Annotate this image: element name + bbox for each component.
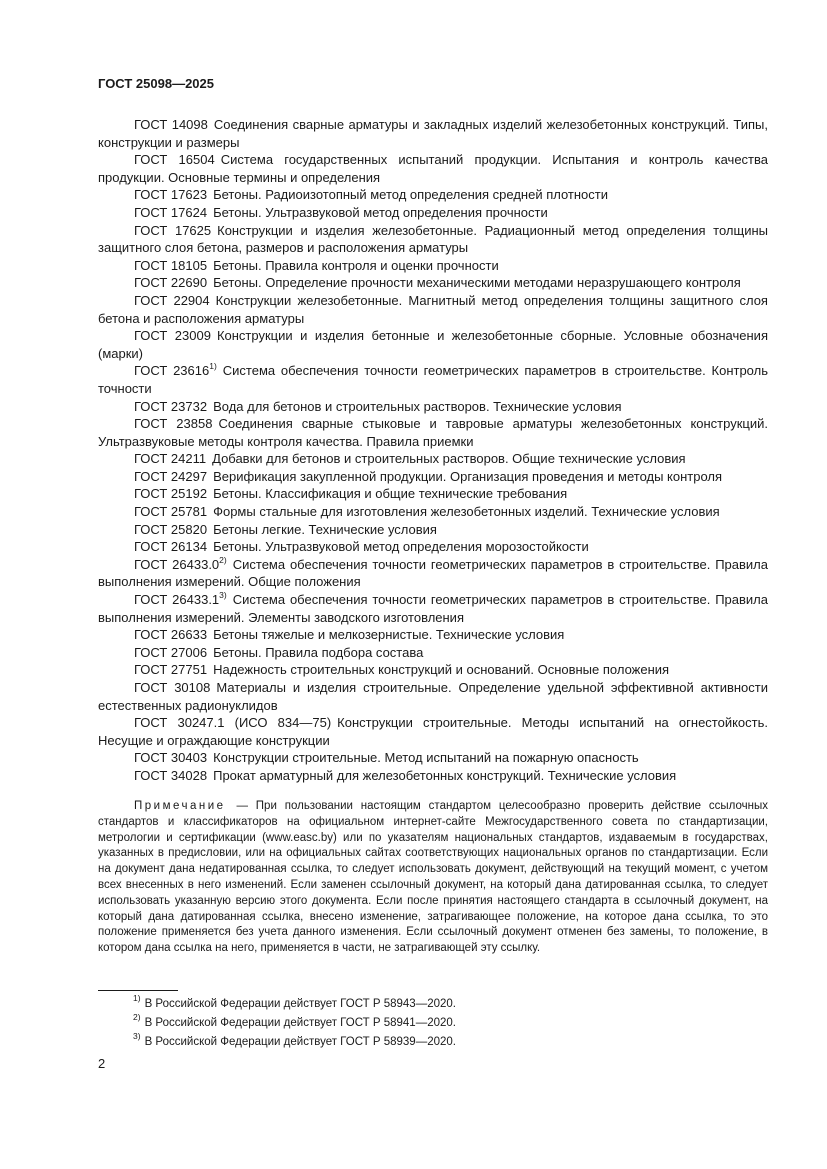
reference-code [134, 486, 207, 501]
reference-item [98, 661, 768, 679]
reference-code [134, 328, 211, 343]
reference-title: Бетоны тяжелые и мелкозернистые. Технические условия [213, 627, 565, 643]
normative-references-list [98, 116, 768, 785]
reference-item [98, 767, 768, 785]
note-label: Примечание [134, 800, 226, 812]
reference-code [134, 539, 207, 554]
footnote-text: В Российской Федерации действует ГОСТ Р 58939—2020. [144, 1036, 456, 1048]
reference-code-text: ГОСТ 25820 [134, 521, 208, 537]
reference-title: Вода для бетонов и строительных растворов. Технические условия [213, 398, 622, 414]
reference-code-text: ГОСТ 25781 [134, 504, 208, 520]
reference-code [134, 451, 206, 466]
reference-code-text: ГОСТ 16504 [134, 152, 215, 168]
footnote-item [133, 1014, 456, 1033]
reference-item [98, 591, 768, 626]
reference-code-text: ГОСТ 24297 [134, 468, 208, 484]
page-number: 2 [98, 1056, 106, 1071]
reference-code [134, 554, 227, 572]
footnotes-list [133, 995, 456, 1052]
reference-title: Бетоны легкие. Технические условия [213, 521, 437, 537]
note-paragraph [98, 799, 768, 957]
reference-item [98, 362, 768, 397]
reference-item [98, 714, 768, 749]
reference-title: Надежность строительных конструкций и оснований. Основные положения [213, 662, 670, 678]
reference-item [98, 257, 768, 275]
reference-code-text: ГОСТ 23616 [134, 363, 210, 379]
reference-code-text: ГОСТ 34028 [134, 767, 208, 783]
reference-code [134, 258, 207, 273]
reference-title: Прокат арматурный для железобетонных конструкций. Технические условия [213, 767, 677, 783]
reference-code [134, 223, 211, 238]
reference-item [98, 679, 768, 714]
reference-code [134, 680, 210, 695]
footnote-marker: 2) [219, 554, 227, 565]
reference-code [134, 187, 207, 202]
reference-item [98, 186, 768, 204]
reference-title: Верификация закупленной продукции. Организация проведения и методы контроля [213, 468, 723, 484]
reference-code [134, 152, 215, 167]
reference-title: Бетоны. Определение прочности механическими методами неразрушающего контроля [213, 275, 741, 291]
reference-code-text: ГОСТ 14098 [134, 117, 208, 132]
reference-code [134, 522, 207, 537]
reference-code-text: ГОСТ 17625 [134, 222, 212, 238]
document-header-title: ГОСТ 25098—2025 [98, 76, 214, 91]
reference-code [134, 469, 207, 484]
reference-code [134, 645, 207, 660]
reference-item [98, 204, 768, 222]
reference-title: Конструкции и изделия бетонные и железобетонные сборные. Условные обозначения (марки) [98, 328, 768, 361]
footnote-text: В Российской Федерации действует ГОСТ Р 58943—2020. [144, 998, 456, 1010]
footnote-marker: 3) [219, 590, 227, 601]
reference-item [98, 116, 768, 151]
reference-code-text: ГОСТ 23732 [134, 398, 208, 414]
footnote-marker: 1) [209, 361, 217, 372]
reference-code [134, 275, 207, 290]
footnote-mark: 1) [133, 993, 141, 1003]
reference-code [134, 205, 207, 220]
reference-item [98, 503, 768, 521]
reference-item [98, 485, 768, 503]
reference-title: Конструкции строительные. Методы испытаний на огнестойкость. Несущие и ограждающие конструкции [98, 715, 768, 748]
reference-code [134, 117, 208, 132]
reference-item [98, 222, 768, 257]
reference-title: Бетоны. Классификация и общие технические требования [213, 486, 568, 502]
reference-code-text: ГОСТ 27751 [134, 662, 208, 678]
reference-code-text: ГОСТ 23858 [134, 416, 213, 432]
reference-item [98, 538, 768, 556]
reference-code [134, 504, 207, 519]
footnote-separator [98, 990, 178, 991]
reference-code-text: ГОСТ 18105 [134, 257, 208, 273]
reference-code-text: ГОСТ 17624 [134, 204, 208, 220]
reference-item [98, 521, 768, 539]
reference-title: Добавки для бетонов и строительных растворов. Общие технические условия [212, 451, 686, 467]
reference-code [134, 416, 212, 431]
reference-code [134, 592, 227, 607]
reference-code-text: ГОСТ 26433.1 [134, 592, 220, 608]
reference-item [98, 415, 768, 450]
reference-code-text: ГОСТ 22690 [134, 275, 208, 291]
reference-title: Система обеспечения точности геометрических параметров в строительстве. Правила выполнения измерений. Элементы заводского изготовления [98, 592, 768, 625]
reference-code-text: ГОСТ 26433.0 [134, 556, 220, 572]
reference-item [98, 450, 768, 468]
reference-item [98, 468, 768, 486]
reference-title: Бетоны. Радиоизотопный метод определения средней плотности [213, 187, 609, 203]
reference-title: Соединения сварные стыковые и тавровые арматуры железобетонных конструкций. Ультразвуковые методы контроля качества. Правила приемки [98, 416, 768, 449]
reference-code [134, 715, 331, 730]
reference-title: Конструкции и изделия железобетонные. Радиационный метод определения толщины защитного слоя бетона, размеров и расположения арматуры [98, 222, 768, 256]
footnote-text: В Российской Федерации действует ГОСТ Р 58941—2020. [144, 1017, 456, 1029]
reference-code-text: ГОСТ 27006 [134, 644, 208, 660]
reference-code [134, 627, 207, 642]
reference-code [134, 662, 207, 677]
reference-item [98, 398, 768, 416]
reference-title: Система обеспечения точности геометрических параметров в строительстве. Правила выполнения измерений. Общие положения [98, 556, 768, 590]
reference-code-text: ГОСТ 25192 [134, 486, 208, 502]
reference-code-text: ГОСТ 30108 [134, 680, 211, 695]
reference-code-text: ГОСТ 30247.1 (ИСО 834—75) [134, 715, 332, 731]
reference-item [98, 626, 768, 644]
reference-code [134, 399, 207, 414]
reference-code [134, 768, 207, 783]
footnote-mark: 3) [133, 1031, 141, 1041]
reference-code [134, 363, 217, 378]
reference-code-text: ГОСТ 23009 [134, 328, 211, 344]
reference-item [98, 556, 768, 591]
reference-title: Бетоны. Ультразвуковой метод определения морозостойкости [213, 539, 589, 555]
reference-title: Формы стальные для изготовления железобетонных изделий. Технические условия [213, 504, 720, 520]
reference-item [98, 274, 768, 292]
reference-code-text: ГОСТ 26134 [134, 539, 208, 555]
reference-title: Бетоны. Правила контроля и оценки прочности [213, 257, 499, 273]
reference-title: Материалы и изделия строительные. Определение удельной эффективной активности естественных радионуклидов [98, 680, 768, 713]
reference-item [98, 644, 768, 662]
reference-code-text: ГОСТ 30403 [134, 750, 208, 766]
reference-title: Конструкции строительные. Метод испытаний на пожарную опасность [213, 750, 639, 766]
reference-item [98, 749, 768, 767]
reference-code [134, 293, 210, 308]
reference-item [98, 327, 768, 362]
footnote-item [133, 1033, 456, 1052]
reference-code-text: ГОСТ 26633 [134, 627, 208, 643]
footnote-item [133, 995, 456, 1014]
reference-code-text: ГОСТ 24211 [134, 451, 207, 467]
reference-code-text: ГОСТ 22904 [134, 292, 210, 308]
reference-title: Система обеспечения точности геометрических параметров в строительстве. Контроль точности [98, 363, 768, 396]
reference-title: Бетоны. Правила подбора состава [213, 644, 424, 660]
footnote-mark: 2) [133, 1012, 141, 1022]
reference-code [134, 750, 207, 765]
reference-code-text: ГОСТ 17623 [134, 187, 208, 203]
reference-title: Бетоны. Ультразвуковой метод определения прочности [213, 204, 548, 220]
note-text: — При пользовании настоящим стандартом целесообразно проверить действие ссылочных стандартов и классификаторов на официальном интернет-сайте Межгосударственного совета по стандартизации, метрологии и сертификации (www.easc.by) или по указателям национальных стандартов, издаваемым в государствах, указанных в предисловии, или на официальных сайтах соответствующих национальных органов по стандартизации. Если на документ дана недатированная ссылка, то следует использовать документ, действующий на текущий момент, с учетом всех внесенных в него изменений. Если заменен ссылочный документ, на который дана датированная ссылка, то следует использовать указанную версию этого документа. Если после принятия настоящего стандарта в ссылочный документ, на который дана датированная ссылка, внесено изменение, затрагивающее положение, на которое дана ссылка, то это положение применяется без учета данного изменения. Если ссылочный документ отменен без замены, то положение, в котором дана ссылка на него, применяется в части, не затрагивающей эту ссылку. [98, 800, 768, 955]
reference-title: Система государственных испытаний продукции. Испытания и контроль качества продукции. Основные термины и определения [98, 152, 768, 185]
reference-item [98, 292, 768, 327]
reference-item [98, 151, 768, 186]
reference-title: Соединения сварные арматуры и закладных изделий железобетонных конструкций. Типы, конструкции и размеры [98, 117, 768, 150]
reference-title: Конструкции железобетонные. Магнитный метод определения толщины защитного слоя бетона и расположения арматуры [98, 292, 768, 326]
